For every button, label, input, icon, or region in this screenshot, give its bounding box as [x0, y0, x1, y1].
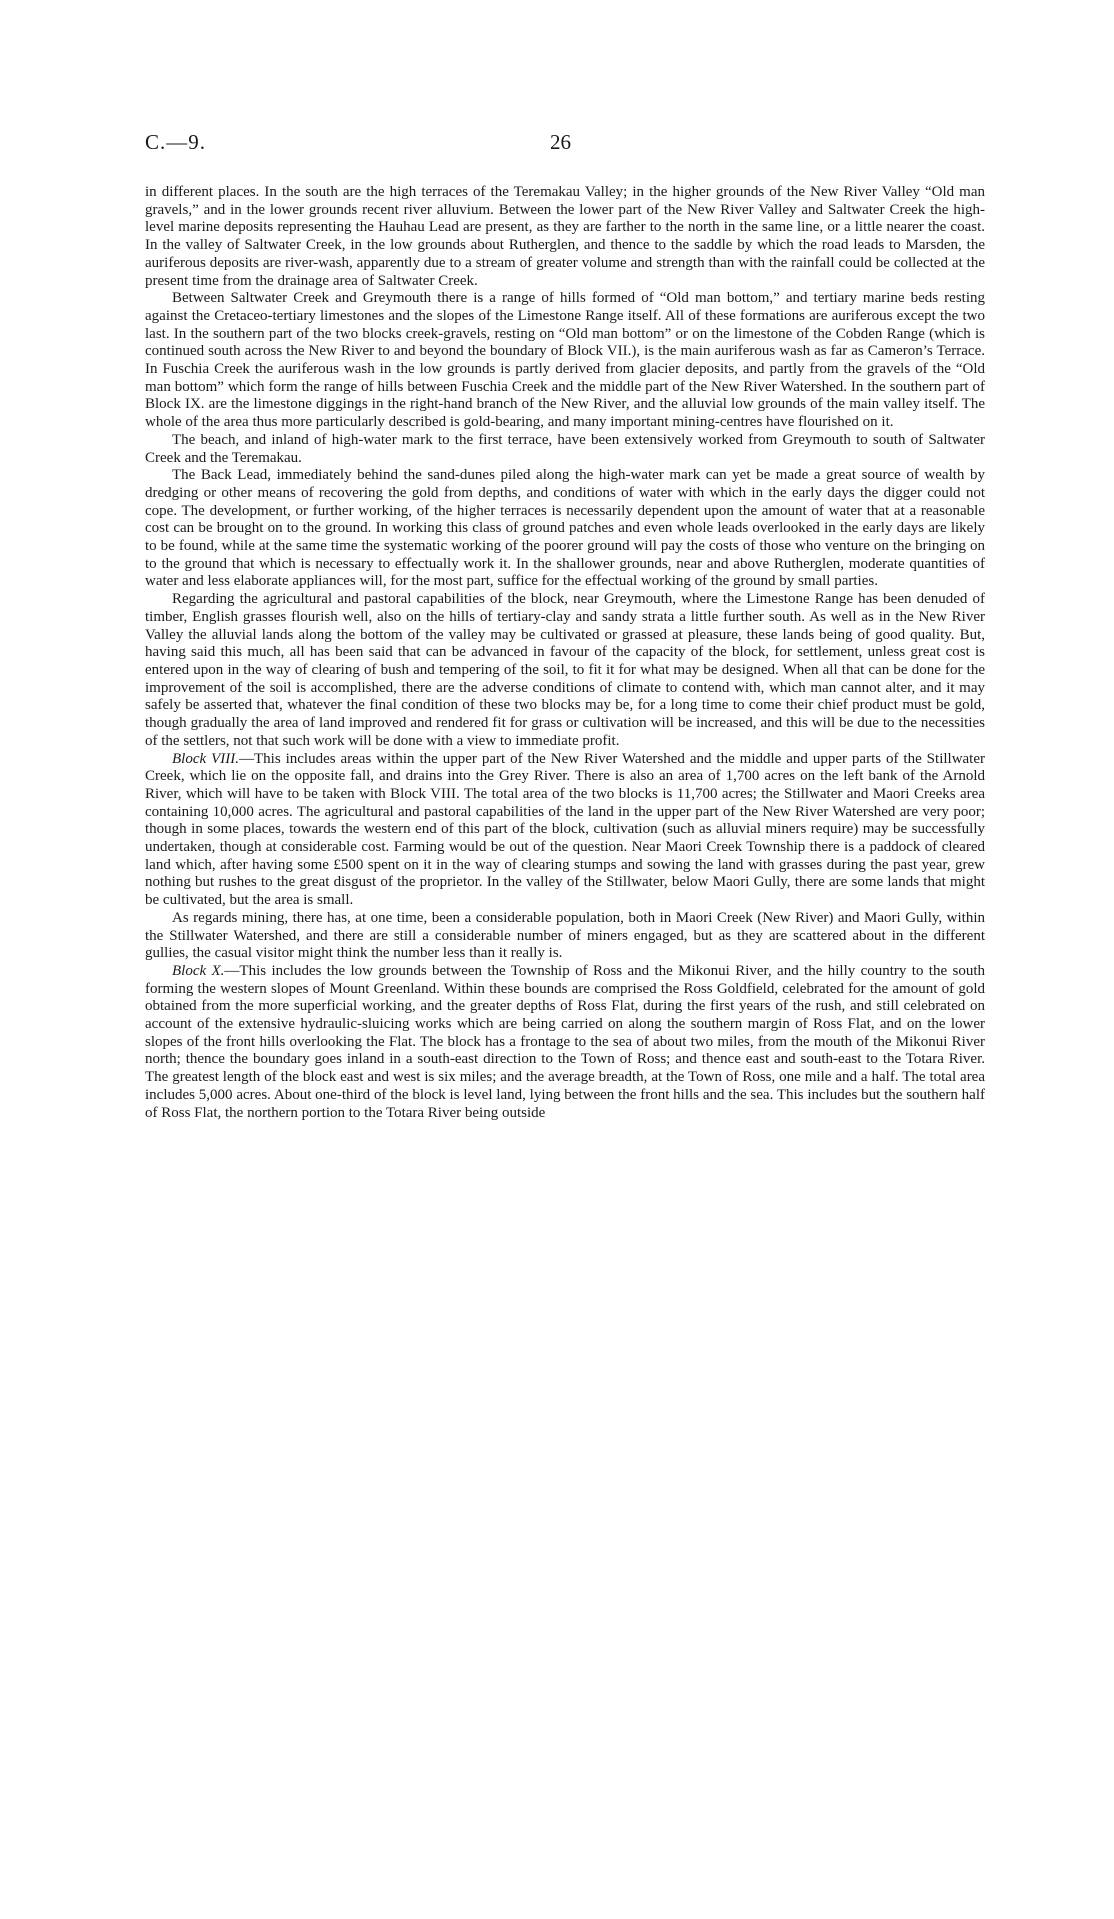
paragraph-block-viii [145, 751, 985, 910]
paragraph-2: Between Saltwater Creek and Greymouth there is a range of hills formed of “Old man bottom,” and tertiary marine beds resting against the Cretaceo-tertiary limestones and the slopes of the Limestone Range itself. All of these formations are auriferous except the two last. In the southern part of the two blocks creek-gravels, resting on “Old man bottom” or on the limestone of the Cobden Range (which is continued south across the New River to and beyond the boundary of Block VII.), is the main auriferous wash as far as Cameron’s Terrace. In Fuschia Creek the auriferous wash in the low grounds is partly derived from glacier deposits, and partly from the gravels of the “Old man bottom” which form the range of hills between Fuschia Creek and the middle part of the New River Watershed. In the southern part of Block IX. are the limestone diggings in the right-hand branch of the New River, and the alluvial low grounds of the main valley itself. The whole of the area thus more particularly described is gold-bearing, and many important mining-centres have flourished on it. [145, 290, 985, 431]
paragraph-block-x [145, 963, 985, 1122]
paragraph-mining: As regards mining, there has, at one time, been a considerable population, both in Maori Creek (New River) and Maori Gully, within the Stillwater Watershed, and there are still a considerable number of miners engaged, but as they are scattered about in the different gullies, the casual visitor might think the number less than it really is. [145, 909, 985, 962]
block-x-heading: Block X. [172, 962, 225, 979]
block-viii-heading: Block VIII. [172, 750, 239, 767]
document-reference: C.—9. [145, 130, 207, 154]
page-header [145, 130, 985, 160]
paragraph-5: Regarding the agricultural and pastoral capabilities of the block, near Greymouth, where the Limestone Range has been denuded of timber, English grasses flourish well, also on the hills of tertiary-clay and sandy strata a little further south. As well as in the New River Valley the alluvial lands along the bottom of the valley may be cultivated or grassed at pleasure, these lands being of good quality. But, having said this much, all has been said that can be advanced in favour of the capacity of the block, for settlement, unless great cost is entered upon in the way of clearing of bush and tempering of the soil, to fit it for what may be designed. When all that can be done for the improvement of the soil is accomplished, there are the adverse conditions of climate to contend with, which man cannot alter, and it may safely be asserted that, whatever the final condition of these two blocks may be, for a long time to come their chief product must be gold, though gradually the area of land improved and rendered fit for grass or cultivation will be increased, and this will be due to the necessities of the settlers, not that such work will be done with a view to immediate profit. [145, 591, 985, 749]
body-text [145, 184, 985, 1122]
paragraph-1: in different places. In the south are the high terraces of the Teremakau Valley; in the higher grounds of the New River Valley “Old man gravels,” and in the lower grounds recent river alluvium. Between the lower part of the New River Valley and Saltwater Creek the high-level marine deposits representing the Hauhau Lead are present, as they are farther to the north in the same line, or a little nearer the coast. In the valley of Saltwater Creek, in the low grounds about Rutherglen, and thence to the saddle by which the road leads to Marsden, the auriferous deposits are river-wash, apparently due to a stream of greater volume and strength than with the rainfall could be collected at the present time from the drainage area of Saltwater Creek. [145, 184, 985, 289]
block-viii-text: —This includes areas within the upper part of the New River Watershed and the middle and upper parts of the Stillwater Creek, which lie on the opposite fall, and drains into the Grey River. There is also an area of 1,700 acres on the left bank of the Arnold River, which will have to be taken with Block VIII. The total area of the two blocks is 11,700 acres; the Stillwater and Maori Creeks area containing 10,000 acres. The agricultural and pastoral capabilities of the land in the upper part of the New River Watershed are very poor; though in some places, towards the western end of this part of the block, cultivation (such as alluvial miners require) may be successfully undertaken, though at considerable cost. Farming would be out of the question. Near Maori Creek Township there is a paddock of cleared land which, after having some £500 spent on it in the way of clearing stumps and sowing the land with grasses during the past year, grew nothing but rushes to the great disgust of the proprietor. In the valley of the Stillwater, below Maori Gully, there are some lands that might be cultivated, but the area is small. [145, 750, 986, 909]
paragraph-4: The Back Lead, immediately behind the sand-dunes piled along the high-water mark can yet be made a great source of wealth by dredging or other means of recovering the gold from depths, and conditions of water with which in the early days the digger could not cope. The development, or further working, of the higher terraces is necessarily dependent upon the amount of water that at a reasonable cost can be brought on to the ground. In working this class of ground patches and even whole leads overlooked in the early days are likely to be found, while at the same time the systematic working of the poorer ground will pay the costs of those who venture on the bringing on to the ground that which is necessary to effectually work it. In the shallower grounds, near and above Rutherglen, moderate quantities of water and less elaborate appliances will, for the most part, suffice for the effectual working of the ground by small parties. [145, 467, 985, 590]
page-number: 26 [550, 130, 571, 154]
paragraph-3: The beach, and inland of high-water mark to the first terrace, have been extensively worked from Greymouth to south of Saltwater Creek and the Teremakau. [145, 431, 985, 466]
block-x-text: —This includes the low grounds between the Township of Ross and the Mikonui River, and the hilly country to the south forming the western slopes of Mount Greenland. Within these bounds are comprised the Ross Goldfield, celebrated for the amount of gold obtained from the more superficial working, and the greater depths of Ross Flat, during the first years of the rush, and still celebrated on account of the extensive hydraulic-sluicing works which are being carried on along the southern margin of Ross Flat, and on the lower slopes of the front hills overlooking the Flat. The block has a frontage to the sea of about two miles, from the mouth of the Mikonui River north; thence the boundary goes inland in a south-east direction to the Town of Ross; and thence east and south-east to the Totara River. The greatest length of the block east and west is six miles; and the average breadth, at the Town of Ross, one mile and a half. The total area includes 5,000 acres. About one-third of the block is level land, lying between the front hills and the sea. This includes but the southern half of Ross Flat, the northern portion to the Totara River being outside [145, 962, 985, 1121]
